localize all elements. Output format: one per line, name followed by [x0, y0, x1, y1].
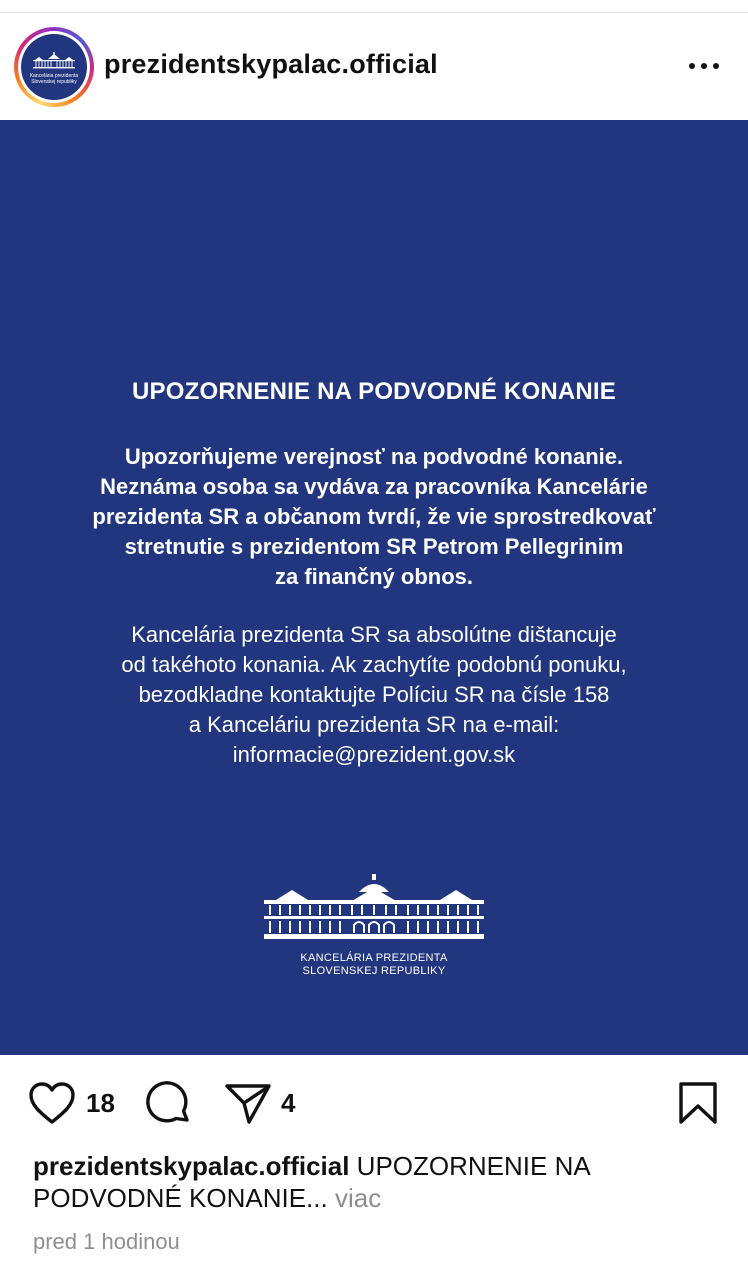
comment-icon[interactable]	[144, 1080, 192, 1128]
bold-line: Upozorňujeme verejnosť na podvodné konanie.	[124, 444, 624, 469]
notice-bold-paragraph	[30, 442, 718, 592]
bold-line: stretnutie s prezidentom SR Petrom Pellegrinim	[124, 534, 624, 559]
logo-text-line1: KANCELÁRIA PREZIDENTA	[300, 952, 448, 964]
share-icon[interactable]	[224, 1081, 272, 1125]
shares-count: 4	[281, 1088, 296, 1118]
logo-text-line2: SLOVENSKEJ REPUBLIKY	[302, 965, 446, 977]
heart-icon[interactable]	[28, 1081, 76, 1125]
avatar-text-line1: Kancelária prezidenta	[29, 73, 79, 79]
likes-count[interactable]: 18	[86, 1088, 115, 1118]
bold-line: prezidenta SR a občanom tvrdí, že vie sprostredkovať	[92, 504, 656, 529]
bookmark-icon[interactable]	[676, 1081, 720, 1125]
notice-title: UPOZORNENIE NA PODVODNÉ KONANIE	[131, 378, 617, 405]
caption-more-link[interactable]: viac	[327, 1183, 382, 1213]
post-header	[0, 13, 748, 120]
more-options-button[interactable]	[682, 49, 726, 83]
bold-line: za finančný obnos.	[274, 564, 474, 589]
avatar[interactable]	[14, 27, 94, 107]
post-timestamp: pred 1 hodinou	[33, 1229, 180, 1254]
username[interactable]: prezidentskypalac.official	[104, 49, 438, 79]
more-horizontal-icon	[689, 63, 695, 69]
regular-line: bezodkladne kontaktujte Políciu SR na čísle 158	[138, 682, 610, 707]
avatar-text-line2: Slovenskej republiky	[31, 79, 77, 85]
regular-line: od takéhoto konania. Ak zachytíte podobnú ponuku,	[121, 652, 627, 677]
regular-line: informacie@prezident.gov.sk	[232, 742, 516, 767]
caption-username[interactable]: prezidentskypalac.official	[33, 1151, 350, 1181]
caption-text: UPOZORNENIE NA PODVODNÉ KONANIE...	[33, 1151, 590, 1213]
palace-icon	[32, 52, 76, 70]
regular-line: Kancelária prezidenta SR sa absolútne dištancuje	[131, 622, 617, 647]
post-actions	[0, 1055, 748, 1150]
bold-line: Neznáma osoba sa vydáva za pracovníka Kancelárie	[100, 474, 648, 499]
post-caption	[33, 1150, 723, 1214]
post-image[interactable]	[0, 120, 748, 1055]
notice-regular-paragraph	[30, 620, 718, 770]
palace-logo-icon	[262, 872, 486, 942]
regular-line: a Kanceláriu prezidenta SR na e-mail:	[188, 712, 560, 737]
